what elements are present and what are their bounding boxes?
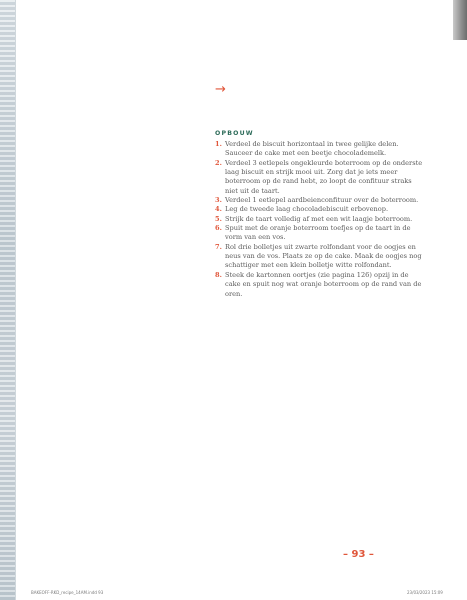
step-item bbox=[215, 140, 425, 159]
step-item bbox=[215, 243, 425, 271]
step-number: 8. bbox=[215, 270, 222, 279]
step-item bbox=[215, 215, 425, 224]
page-corner bbox=[453, 0, 467, 40]
step-text: Leg de tweede laag chocoladebiscuit erbovenop. bbox=[225, 205, 389, 214]
step-number: 2. bbox=[215, 158, 222, 167]
step-text: Verdeel 1 eetlepel aardbeienconfituur over de boterroom. bbox=[225, 196, 419, 205]
step-item bbox=[215, 159, 425, 196]
step-text: Spuit met de oranje boterroom toefjes op de taart in de vorm van een vos. bbox=[225, 224, 411, 242]
step-text: Verdeel 3 eetlepels ongekleurde boterroom op de onderste laag biscuit en strijk mooi uit. Zorg dat je iets meer boterroom op de rand hebt, zo loopt de confituur straks niet uit de taart. bbox=[225, 158, 423, 195]
step-item bbox=[215, 271, 425, 299]
step-text: Verdeel de biscuit horizontaal in twee gelijke delen. Sauceer de cake met een beetje chocolademelk. bbox=[225, 140, 399, 158]
page-number: – 93 – bbox=[343, 549, 374, 560]
step-number: 1. bbox=[215, 140, 222, 148]
section-heading: OPBOUW bbox=[215, 130, 254, 137]
step-text: Strijk de taart volledig af met een wit laagje boterroom. bbox=[225, 214, 413, 223]
step-text: Rol drie bolletjes uit zwarte rolfondant voor de oogjes en neus van de vos. Plaats ze op de cake. Maak de oogjes nog schattiger met een klein bolletje witte rolfondant. bbox=[225, 242, 422, 270]
steps-list bbox=[215, 140, 425, 299]
step-number: 3. bbox=[215, 196, 222, 205]
page-edge-texture bbox=[0, 0, 16, 600]
date-slug: 23/03/2023 15:09 bbox=[407, 590, 443, 595]
step-number: 4. bbox=[215, 205, 222, 214]
arrow-icon: → bbox=[215, 82, 226, 97]
step-item bbox=[215, 224, 425, 243]
step-text: Steek de kartonnen oortjes (zie pagina 126) opzij in de cake en spuit nog wat oranje boterroom op de rand van de oren. bbox=[225, 270, 422, 298]
step-number: 5. bbox=[215, 214, 222, 223]
step-item bbox=[215, 205, 425, 214]
file-slug: BAKEOFF-RKD_recipe_14AM.indd 93 bbox=[31, 590, 104, 595]
step-number: 6. bbox=[215, 224, 222, 233]
step-item bbox=[215, 196, 425, 205]
step-number: 7. bbox=[215, 242, 222, 251]
